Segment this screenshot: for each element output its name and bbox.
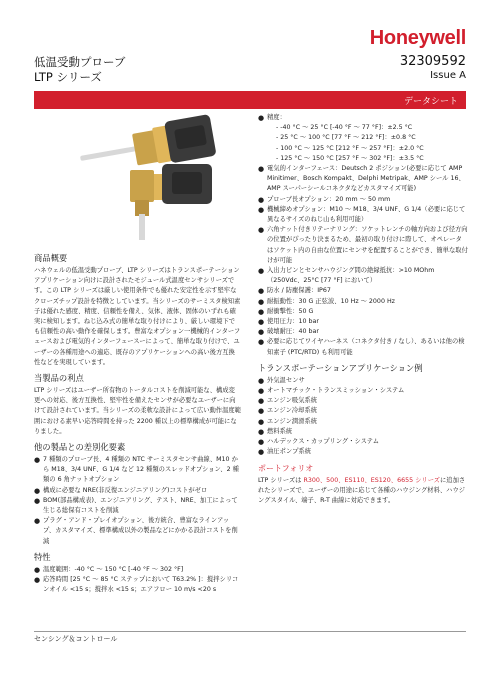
list-item: ● 防水 / 防塵保護：IP67 [258,287,331,296]
list-item: ● 燃料系統 [258,427,293,436]
benefits-body: LTP シリーズはユーザー所有物のトータルコストを削減可能な、構成変更への対応、後方互換性、堅牢性を備えたセンサが必要なユーザーに向けて設計されています。当シリーズの柔軟な設計によって広い動作温度範囲における素早い応答時間を持った 2200 種以上の標準構成が可能になりました。 [34,387,241,435]
footer-divider [34,631,466,632]
doc-number: 32309592 [399,54,466,69]
title-line-1: 低温受動プローブ [34,55,126,69]
product-photo [34,112,249,240]
specs-heading: 特性 [34,551,51,562]
list-item: ● 油圧ポンプ系統 [258,448,312,457]
list-item: ● 温度範囲：-40 °C ～ 150 °C [-40 °F ～ 302 °F] [34,565,184,574]
footer-text: センシング＆コントロール [34,635,118,643]
list-item: ● BOM(部品構成表)、エンジニアリング、テスト、NRE、加工によって生じる総保有コストを削減 [34,496,238,515]
applications-heading: トランスポーテーションアプリケーション例 [258,362,423,373]
left-column [34,248,241,595]
overview-heading: 商品概要 [34,253,68,263]
list-item: ● 必要に応じてワイヤハーネス（コネクタ付き / なし）、あるいは他の検知素子 (PTC/RTD) も利用可能 [258,338,465,356]
page-title [34,55,125,85]
portfolio-heading: ポートフォリオ [258,463,314,473]
banner-label: データシート [403,97,458,107]
list-item: ● エンジン潤滑系統 [258,417,318,426]
overview-body: ハネウェルの低温受動プローブ、LTP シリーズはトランスポーテーションアプリケーション向けに設計されたモジュール式温度センサシリーズです。この LTP シリーズは厳しい使用条件でも優れた安定性を示す堅牢なクローズチップ設計を特徴としています。当シリーズのサーミスタ検知素子は優れた感度、精度、信頼性を備え、気体、液体、固体のいずれも確実に検知します。ねじ込み式の簡単な取り付けにより、厳しい環境下でも信頼性の高い動作を確保します。豊富なオプション一機械的インターフェースおよび電気的インターフェースーによって、簡単な取り付けで、ユーザーの各種用途への適応、既存のアプリケーションへの高い後方互換性などを実現しています。 [34,267,241,366]
accuracy-line: - 125 °C ～ 150 °C [257 °F ～ 302 °F]：±3.5 °C [276,154,424,162]
honeywell-logo: Honeywell [369,27,466,49]
list-item: ● 機械締めオプション：M10 ～ M18、3/4 UNF、G 1/4（必要に応じて異なるサイズのねじ山も利用可能） [258,205,466,224]
list-item: ● 耐衝撃性：50 G [258,307,314,316]
right-column [258,113,468,509]
list-item: ● 7 種類のプローブ長、4 種類の NTC サーミスタセンサ曲線、M10 から M18、3/4 UNF、G 1/4 など 12 種類のスレッドオプション、2 種類の 6 角ナットオプション [34,456,239,484]
portfolio-body: LTP シリーズは R300、500、ES110、ES120、6655 シリーズに追加されたシリーズで、ユーザーの用途に応じて各種のハウジング材料、ハウジングスタイル、端子、R-T 曲線に対応できます。 [258,476,466,505]
list-item: ● 構成に必要な NRE(非反復エンジニアリング)コストがゼロ [34,486,208,495]
list-item: ● エンジン吸気系統 [258,397,318,406]
list-item: ● 応答時間 [25 °C ～ 85 °C ステップにおいて T63.2% ]：撹拌シリコンオイル <15 s；撹拌水 <15 s；エアフロー 10 m/s <20 s [34,576,239,594]
list-item: ● プラグ・アンド・プレイオプション、後方統合、豊富なラインアップ、カスタマイズ、標準構成以外の製品などにかかる設計コストを削減 [34,517,238,545]
title-line-2: LTP シリーズ [34,70,102,84]
list-item: ● 六角ナット付きリテーナリング：ソケットレンチの軸方向および径方向の位置がぴったり決まるため、最初の取り付けに際して、オペレータはソケット内の自由な位置にセンサを配置することができ、簡単な取付けが可能 [258,226,468,264]
list-item: ● 電気的インターフェース：Deutsch 2 ポジション(必要に応じて AMP Minitimer、Bosch Kompakt、Delphi Metripak、AMP シール 16、AMP スーパーシールコネクタなどカスタマイズ可能) [258,165,465,193]
list-item: ● 精度： - -40 °C ～ 25 °C [-40 °F ～ 77 °F]：±2.5 °C - 25 °C ～ 100 °C [77 °F ～ 212 °F]：±0.8 °C - 100 °C ～ 125 °C [212 °F ～ 257 °F]：±2.0 °C - 125 °C ～ 150 °C [257 °F ～ 302 °F]：±3.5 °C [258,113,468,164]
list-item: ● 破壊耐圧：40 bar [258,328,319,337]
features-list [34,455,241,547]
accuracy-line: - 100 °C ～ 125 °C [212 °F ～ 257 °F]：±2.0 °C [276,144,424,152]
specs-list-cont [258,113,468,358]
accuracy-line: - 25 °C ～ 100 °C [77 °F ～ 212 °F]：±0.8 °C [276,134,416,142]
accuracy-line: - -40 °C ～ 25 °C [-40 °F ～ 77 °F]：±2.5 °C [276,124,413,132]
benefits-heading: 当製品の利点 [34,373,84,384]
list-item: ● エンジン冷却系統 [258,407,318,416]
datasheet-banner [34,91,466,109]
list-item: ● オートマチック・トランスミッション・システム [258,387,405,396]
specs-list-start [34,565,241,596]
probe-2 [130,164,212,240]
list-item: ● 使用圧力：10 bar [258,318,319,327]
features-heading: 他の製品との差別化要素 [34,442,126,453]
issue-label: Issue A [430,70,466,81]
list-item: ● 外気温センサ [258,376,305,385]
list-item: ● ハルデックス・カップリング・システム [258,438,380,447]
list-item: ● 入出力ピンとセンサハウジング間の絶縁抵抗：>10 MOhm（250Vdc、25°C [77 °F] において） [258,267,435,285]
applications-list [258,376,468,458]
list-item: ● 耐振動性：30 G 正弦波、10 Hz ～ 2000 Hz [258,297,395,306]
probe-1 [80,114,217,166]
list-item: ● プローブ長オプション：20 mm ～ 50 mm [258,195,391,204]
series-links[interactable]: R300、500、ES110、ES120、6655 シリーズ [303,476,440,484]
